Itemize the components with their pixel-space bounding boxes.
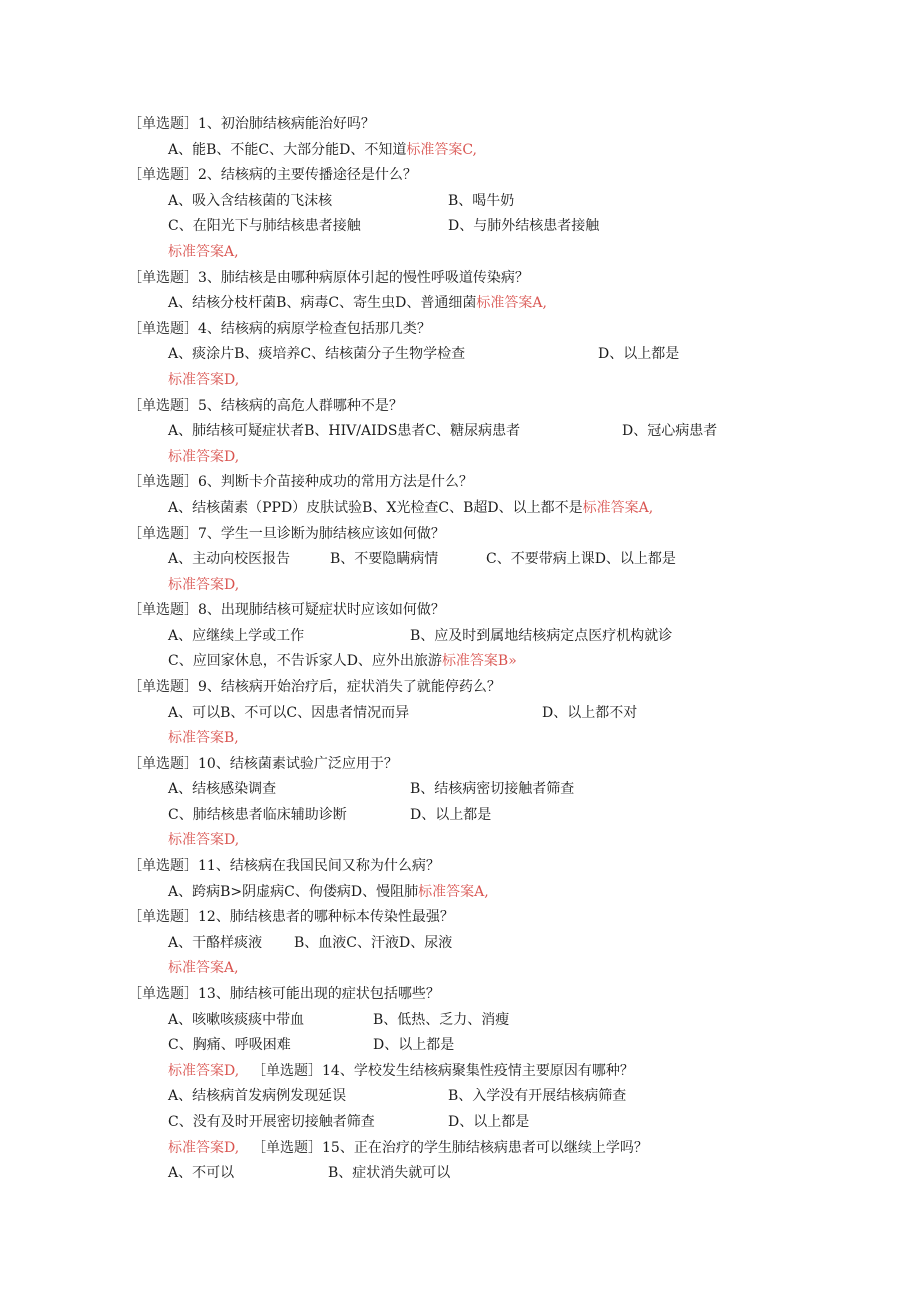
question-7: ［单选题］7、学生一旦诊断为肺结核应该如何做？ — [128, 526, 445, 542]
question-15: ［单选题］15、正在治疗的学生肺结核病患者可以继续上学吗？ — [252, 1140, 648, 1156]
q14-options-row2: C、没有及时开展密切接触者筛查 D、以上都是 — [168, 1114, 530, 1130]
question-13: ［单选题］13、肺结核可能出现的症状包括哪些？ — [128, 986, 440, 1002]
q7-option-c: C、不要带病上课D、以上都是 — [486, 551, 676, 567]
q8-answer: 标准答案B» — [441, 653, 517, 669]
question-8: ［单选题］8、出现肺结核可疑症状时应该如何做？ — [128, 602, 445, 618]
q15-option-b: B、症状消失就可以 — [328, 1165, 451, 1181]
q2-options-row1 — [168, 191, 515, 211]
q2-option-b: B、喝牛奶 — [448, 193, 515, 209]
q2-option-c: C、在阳光下与肺结核患者接触 — [168, 218, 361, 234]
q7-answer: 标准答案D, — [168, 577, 240, 593]
q13-options-row1: A、咳嗽咳痰痰中带血 B、低热、乏力、消瘦 — [168, 1012, 510, 1028]
question-12: ［单选题］12、肺结核患者的哪种标本传染性最强？ — [128, 909, 454, 925]
q3-answer: 标准答案A, — [476, 295, 547, 311]
q2-option-a: A、吸入含结核菌的飞沫核 — [168, 193, 333, 209]
q1-options: A、能B、不能C、大部分能D、不知道标准答案C, — [168, 142, 478, 158]
q7-options: A、主动向校医报告 B、不要隐瞒病情 C、不要带病上课D、以上都是 — [168, 551, 676, 567]
q14-option-d: D、以上都是 — [448, 1114, 530, 1130]
q15-options: A、不可以 B、症状消失就可以 — [168, 1165, 451, 1181]
question-5: ［单选题］5、结核病的高危人群哪种不是？ — [128, 398, 403, 414]
q1-answer: 标准答案C, — [406, 142, 478, 158]
q5-option-d: D、冠心病患者 — [622, 423, 718, 439]
question-3: ［单选题］3、肺结核是由哪种病原体引起的慢性呼吸道传染病？ — [128, 270, 529, 286]
q4-option-d: D、以上都是 — [598, 346, 680, 362]
q14-answer: 标准答案D, — [168, 1140, 240, 1156]
question-9: ［单选题］9、结核病开始治疗后，症状消失了就能停药么？ — [128, 679, 501, 695]
q9-option-d: D、以上都不对 — [542, 705, 638, 721]
q8-options-row1: A、应继续上学或工作 B、应及时到属地结核病定点医疗机构就诊 — [168, 628, 673, 644]
q4-options: A、痰涂片B、痰培养C、结核菌分子生物学检查 D、以上都是 — [168, 346, 680, 362]
q14-option-b: B、入学没有开展结核病筛查 — [448, 1088, 627, 1104]
q8-option-b: B、应及时到属地结核病定点医疗机构就诊 — [410, 628, 673, 644]
q14-options-row1: A、结核病首发病例发现延误 B、入学没有开展结核病筛查 — [168, 1088, 627, 1104]
question-11: ［单选题］11、结核病在我国民间又称为什么病？ — [128, 858, 440, 874]
q13-answer: 标准答案D, — [168, 1063, 240, 1079]
q14-answer-q15-row — [168, 1138, 648, 1158]
question-10: ［单选题］10、结核菌素试验广泛应用于？ — [128, 756, 398, 772]
q11-options: A、跨病B>阴虚病C、佝偻病D、慢阻肺标准答案A, — [168, 884, 489, 900]
q6-answer: 标准答案A, — [582, 500, 654, 516]
q12-options: A、干酪样痰液 B、血液C、汗液D、尿液 — [168, 935, 453, 951]
q13-option-d: D、以上都是 — [373, 1037, 455, 1053]
q8-options-row2: C、应回家休息，不告诉家人D、应外出旅游标准答案B» — [168, 653, 517, 669]
q10-answer: 标准答案D, — [168, 832, 240, 848]
q10-option-b: B、结核病密切接触者筛查 — [410, 781, 575, 797]
q13-options-row2: C、胸痛、呼吸困难 D、以上都是 — [168, 1037, 455, 1053]
question-6: ［单选题］6、判断卡介苗接种成功的常用方法是什么？ — [128, 474, 473, 490]
q10-options-row2: C、肺结核患者临床辅助诊断 D、以上都是 — [168, 807, 492, 823]
question-4: ［单选题］4、结核病的病原学检查包括那几类？ — [128, 321, 431, 337]
question-2: ［单选题］2、结核病的主要传播途径是什么？ — [128, 167, 417, 183]
q12-answer: 标准答案A, — [168, 960, 239, 976]
q7-option-b: B、不要隐瞒病情 — [330, 551, 439, 567]
q9-answer: 标准答案B, — [168, 730, 239, 746]
q2-options-row2 — [168, 216, 600, 236]
q2-option-d: D、与肺外结核患者接触 — [448, 218, 600, 234]
q6-options: A、结核菌素（PPD）皮肤试验B、X光检查C、B超D、以上都不是标准答案A, — [168, 500, 654, 516]
q13-answer-q14-row — [168, 1061, 634, 1081]
q4-answer: 标准答案D, — [168, 372, 240, 388]
q11-answer: 标准答案A, — [418, 884, 489, 900]
q10-option-d: D、以上都是 — [410, 807, 492, 823]
question-14: ［单选题］14、学校发生结核病聚集性疫情主要原因有哪种？ — [252, 1063, 634, 1079]
q5-answer: 标准答案D, — [168, 449, 240, 465]
q3-options: A、结核分枝杆菌B、病毒C、寄生虫D、普通细菌标准答案A, — [168, 295, 547, 311]
q13-option-b: B、低热、乏力、消瘦 — [373, 1012, 510, 1028]
q9-options: A、可以B、不可以C、因患者情况而异 D、以上都不对 — [168, 705, 638, 721]
q2-answer: 标准答案A, — [168, 244, 239, 260]
question-1: ［单选题］1、初治肺结核病能治好吗？ — [128, 116, 375, 132]
q12-option-b: B、血液C、汗液D、尿液 — [294, 935, 453, 951]
q10-options-row1: A、结核感染调查 B、结核病密切接触者筛查 — [168, 781, 575, 797]
q5-options: A、肺结核可疑症状者B、HIV/AIDS患者C、糖尿病患者 D、冠心病患者 — [168, 423, 718, 439]
